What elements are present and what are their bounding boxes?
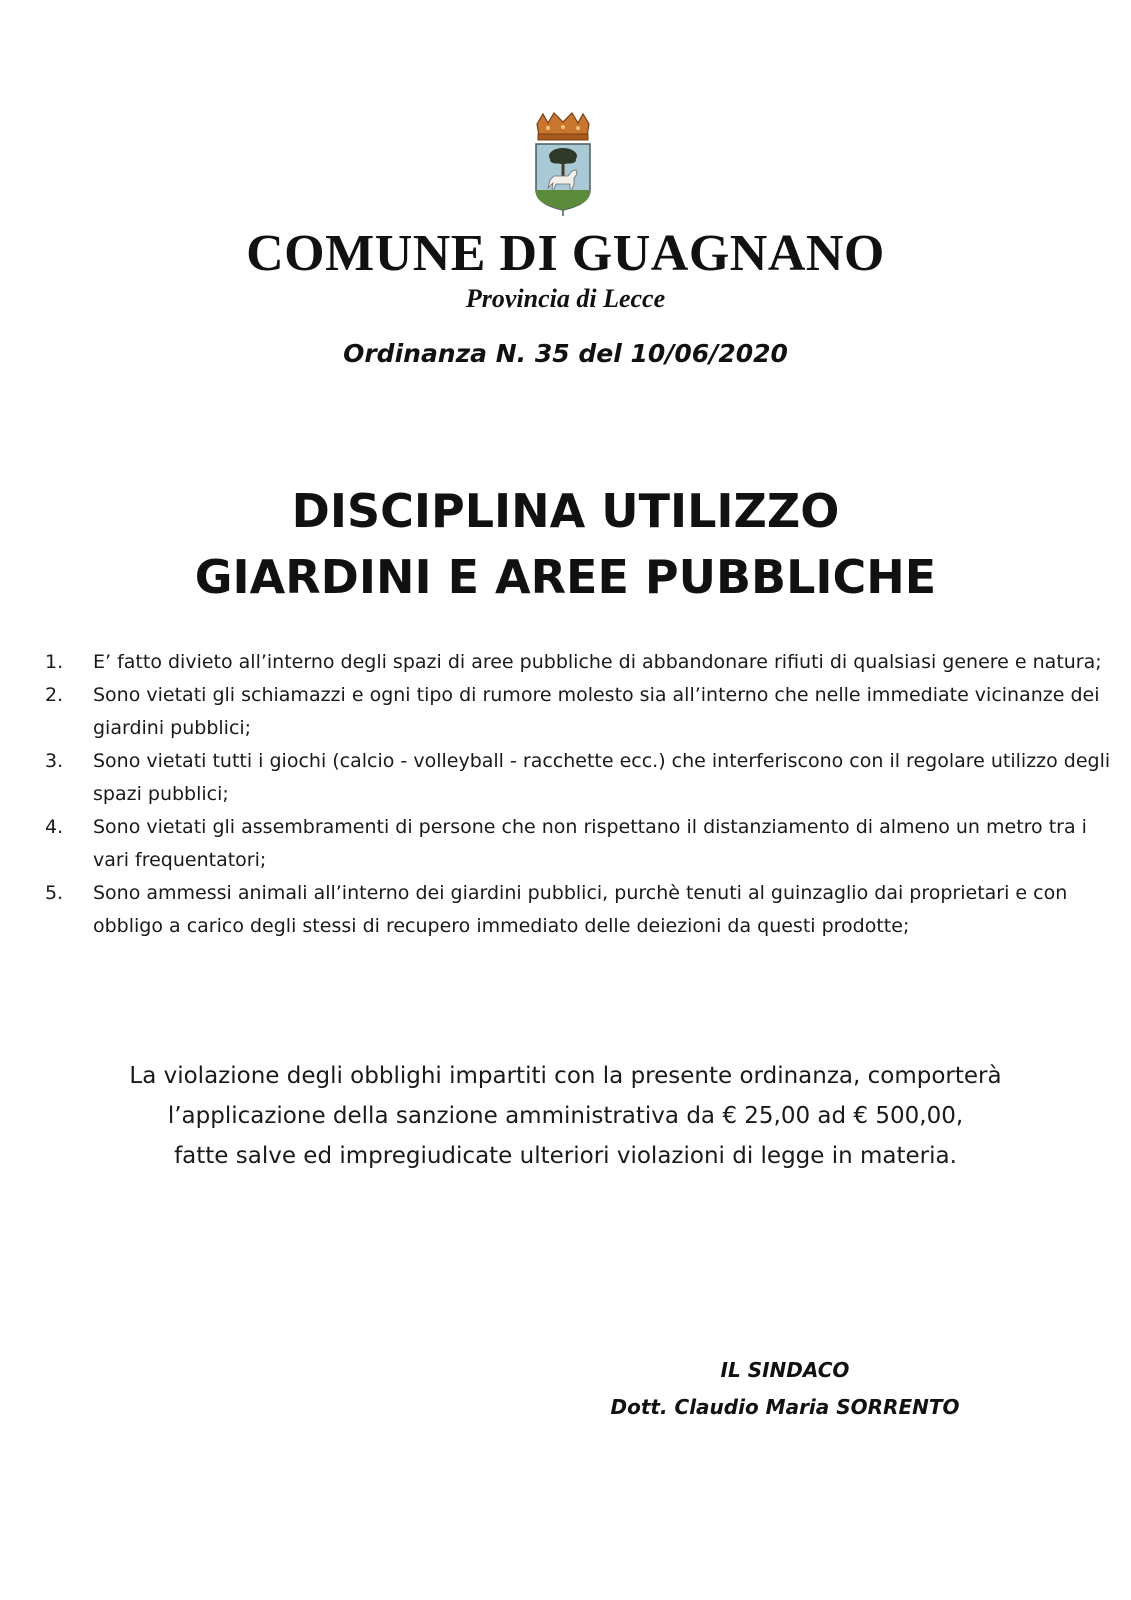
sanction-line-3: fatte salve ed impregiudicate ulteriori violazioni di legge in materia. (174, 1143, 957, 1169)
list-item-text: Sono ammessi animali all’interno dei giardini pubblici, purchè tenuti al guinzaglio dai proprietari e con obbligo a carico degli stessi di recupero immediato delle deiezioni da questi prodotte; (93, 882, 1068, 937)
coat-of-arms-icon (532, 110, 594, 216)
list-item (45, 811, 1115, 877)
list-item-text: Sono vietati tutti i giochi (calcio - volleyball - racchette ecc.) che interferiscono con il regolare utilizzo degli spazi pubblici; (93, 750, 1111, 805)
shield-icon (536, 144, 590, 210)
list-item-text: E’ fatto divieto all’interno degli spazi di aree pubbliche di abbandonare rifiuti di qualsiasi genere e natura; (93, 651, 1102, 673)
list-item (45, 745, 1115, 811)
signatory-name: Dott. Claudio Maria SORRENTO (610, 1395, 960, 1419)
list-item-text: Sono vietati gli assembramenti di persone che non rispettano il distanziamento di almeno un metro tra i vari frequentatori; (93, 816, 1087, 871)
sanction-notice (60, 1056, 1071, 1176)
list-item-number: 4. (45, 816, 64, 838)
title-line-2: GIARDINI E AREE PUBBLICHE (194, 550, 937, 604)
organization-name: COMUNE DI GUAGNANO (246, 225, 885, 282)
list-item-number: 1. (45, 651, 64, 673)
list-item (45, 679, 1115, 745)
list-item-number: 5. (45, 882, 64, 904)
list-item-text: Sono vietati gli schiamazzi e ogni tipo di rumore molesto sia all’interno che nelle immediate vicinanze dei giardini pubblici; (93, 684, 1100, 739)
sanction-line-2: l’applicazione della sanzione amministrativa da € 25,00 ad € 500,00, (167, 1103, 964, 1129)
signatory-role: IL SINDACO (720, 1358, 850, 1382)
signature-block (560, 1352, 1010, 1426)
title-line-1: DISCIPLINA UTILIZZO (291, 484, 840, 538)
province-name: Provincia di Lecce (465, 284, 666, 313)
document-title (0, 478, 1131, 610)
list-item (45, 646, 1115, 679)
crown-icon (537, 113, 589, 140)
sanction-line-1: La violazione degli obblighi impartiti con la presente ordinanza, comporterà (129, 1063, 1002, 1089)
list-item-number: 3. (45, 750, 64, 772)
rules-list (45, 646, 1115, 943)
ordinance-reference: Ordinanza N. 35 del 10/06/2020 (343, 339, 788, 368)
list-item-number: 2. (45, 684, 64, 706)
list-item (45, 877, 1115, 943)
